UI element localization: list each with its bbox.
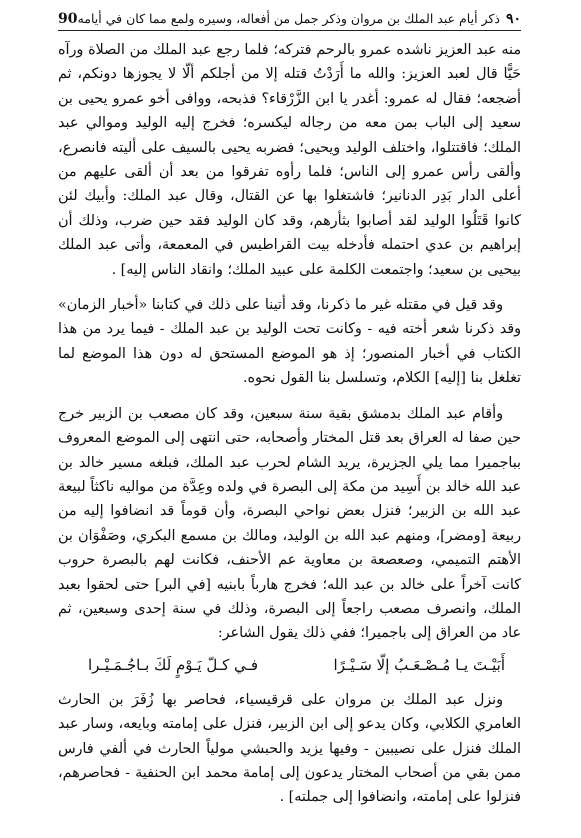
- verse-second-hemistich: فـي كـلّ يَـوْمٍ لَكَ بـاجُـمَـيْـرا: [88, 655, 259, 674]
- paragraph-4: ونزل عبد الملك بن مروان على قرقيسياء، فحاصر بها زُفَرَ بن الحارث العامري الكلابي، وكان يدعو إلى ابن الزبير، فنزل على إمامته وبايعه، وسار عبد الملك فنزل على نصيبين - وفيها يزيد والحبشي مولياً الحارث في ألفي فارس ممن بقي من أصحاب المختار يدعون إلى إمامة محمد ابن الحنفية - فحاصرهم، فنزلوا على إمامته، وانضافوا إلى جملته] .: [58, 691, 521, 806]
- paragraph-2: وقد قيل في مقتله غير ما ذكرنا، وقد أتينا على ذلك في كتابنا «أخبار الزمان» وقد ذكرنا شعر أخته فيه - وكانت تحت الوليد بن عبد الملك - فيما يرد من هذا الكتاب في أخبار المنصور؛ إذ هو الموضع المستحق له دون هذا الموضع لما تغلغل بنا [إليه] الكلام، وتسلسل بنا القول نحوه.: [58, 297, 521, 387]
- page-number-arabic: ٩٠: [505, 11, 521, 27]
- poetry-verse: [58, 652, 521, 678]
- paragraph-1: منه عبد العزيز ناشده عمرو بالرحم فتركه؛ فلما رجع عبد الملك من الصلاة ورآه حَيًّا قال لعبد العزيز: والله ما أَرَدْتُ قتله إلا من أجلكم ألّا لا يجوزها دونكم، ثم أضجعه؛ فقال له عمرو: أغدر يا ابن الزَّرْقاء؟ فذبحه، ووافى أخو عمرو يحيى بن سعيد إلى الباب بمن معه من رجاله ليكسره؛ فخرج إليه الوليد وموالي عبد الملك؛ فاقتتلوا، واختلف الوليد ويحيى؛ فضربه يحيى بالسيف على أليته فانصرع، وألقى رأس عمرو إلى الناس؛ فلما رأوه تفرقوا من بعد أن ألقى عليهم من أعلى الدار بَدِر الدنانير؛ فاشتغلوا بها عن القتال، وقال عبد الملك: وأبيك لئن كانوا قَتَلُوا الوليد لقد أصابوا بثأرهم، وقد كان الوليد فقد حين ضرب، وذلك أن إبراهيم بن عدي احتمله فأدخله بيت القراطيس في المعمعة، وأتى عبد الملك بيحيى بن سعيد؛ واجتمعت الكلمة على عبيد الملك؛ وانقاد الناس إليه] .: [58, 42, 521, 278]
- page-number: 90: [58, 11, 78, 27]
- paragraph-3: وأقام عبد الملك بدمشق بقية سنة سبعين، وقد كان مصعب بن الزبير خرج حين صفا له العراق بعد قتل المختار وأصحابه، حتى انتهى إلى الموضع المعروف بباجميرا مما يلي الجزيرة، يريد الشام لحرب عبد الملك، فبلغه مسير خالد بن عبد الله خالد بن أَسِيد من مكة إلى البصرة في ولده وعِدَّة من مواليه ناكثاً لبيعة عبد الله بن الزبير؛ فنزل بعض نواحي البصرة، وأن قوماً قد انضافوا إليه من ربيعة [ومضر]، ومنهم عبد الله بن الوليد، ومالك بن مسمع البكري، وصَفْوَان بن الأهتم التميمي، وصعصعة بن معاوية عم الأحنف، فكانت لهم بالبصرة حروب كانت آخراً على خالد بن عبد الله؛ فخرج هارباً بابنيه [في البر] حتى لحقوا بعبد الملك، وانصرف مصعب راجعاً إلى البصرة، وذلك في سنة إحدى وسبعين، ثم عاد من العراق إلى باجميرا؛ ففي ذلك يقول الشاعر:: [58, 405, 521, 642]
- page-header: [58, 8, 521, 31]
- running-title: ذكر أيام عبد الملك بن مروان وذكر جمل من أفعاله، وسيره ولمع مما كان في أيامه: [77, 11, 500, 26]
- verse-first-hemistich: أَبَيْـتَ يـا مُـصْـعَـبُ إلّا سَـيْـرًا: [333, 655, 505, 674]
- body-text: [58, 38, 521, 810]
